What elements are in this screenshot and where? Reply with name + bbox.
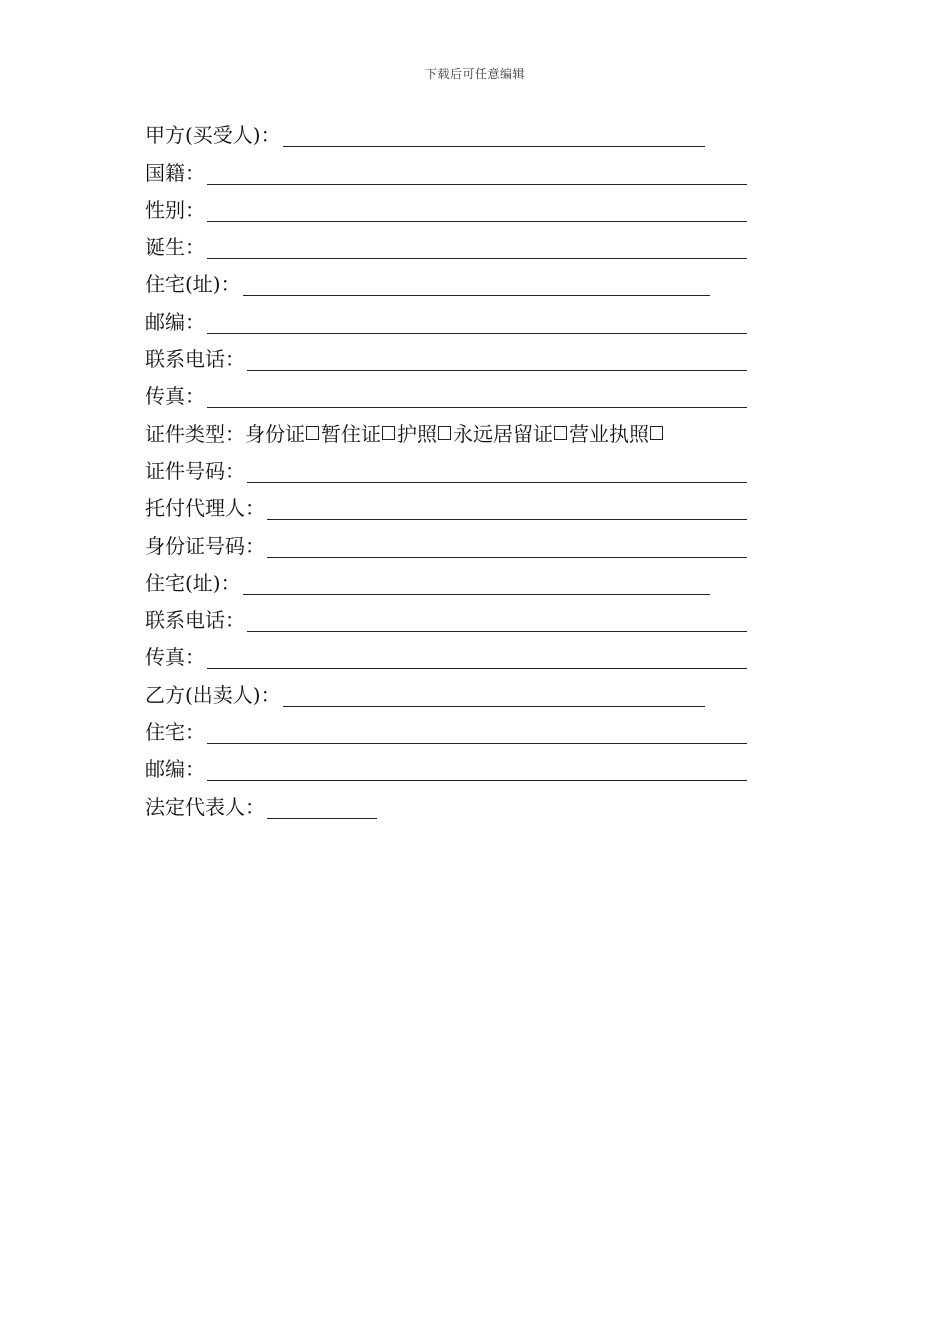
field-agent <box>145 489 747 526</box>
field-label: 传真： <box>145 645 205 670</box>
option-label: 暂住证 <box>321 421 381 446</box>
field-nationality <box>145 153 747 190</box>
field-agent-id <box>145 526 747 563</box>
fill-blank[interactable] <box>267 501 747 520</box>
fill-blank[interactable] <box>247 464 747 483</box>
field-label: 法定代表人： <box>145 794 265 819</box>
field-b-postcode <box>145 750 747 787</box>
field-label: 证件号码： <box>145 458 245 483</box>
field-label: 诞生： <box>145 235 205 260</box>
option-label: 身份证 <box>245 421 305 446</box>
fill-blank[interactable] <box>247 613 747 632</box>
fill-blank[interactable] <box>207 762 747 781</box>
field-party-a <box>145 116 747 153</box>
field-label: 邮编： <box>145 757 205 782</box>
fill-blank[interactable] <box>207 315 747 334</box>
field-phone <box>145 340 747 377</box>
field-fax <box>145 377 747 414</box>
field-agent-phone <box>145 601 747 638</box>
checkbox-icon[interactable] <box>554 426 567 440</box>
field-label: 联系电话： <box>145 347 245 372</box>
field-label: 邮编： <box>145 309 205 334</box>
field-label: 联系电话： <box>145 608 245 633</box>
field-label: 住宅(址)： <box>145 272 241 297</box>
field-agent-fax <box>145 638 747 675</box>
fill-blank[interactable] <box>267 539 747 558</box>
field-id-type <box>145 414 747 451</box>
field-label: 托付代理人： <box>145 496 265 521</box>
field-label: 传真： <box>145 384 205 409</box>
fill-blank[interactable] <box>267 800 377 819</box>
option-label: 营业执照 <box>569 421 649 446</box>
field-postcode <box>145 302 747 339</box>
fill-blank[interactable] <box>207 725 747 744</box>
field-birth <box>145 228 747 265</box>
field-id-number <box>145 452 747 489</box>
checkbox-icon[interactable] <box>306 426 319 440</box>
field-b-residence <box>145 713 747 750</box>
checkbox-icon[interactable] <box>438 426 451 440</box>
option-label: 永远居留证 <box>453 421 553 446</box>
contract-party-form <box>145 116 747 825</box>
id-type-options <box>245 422 665 446</box>
option-label: 护照 <box>397 421 437 446</box>
fill-blank[interactable] <box>243 277 710 296</box>
field-label: 证件类型： <box>145 421 245 446</box>
field-legal-rep <box>145 787 747 824</box>
field-label: 乙方(出卖人)： <box>145 682 281 707</box>
fill-blank[interactable] <box>207 203 747 222</box>
fill-blank[interactable] <box>283 128 705 147</box>
fill-blank[interactable] <box>283 688 705 707</box>
field-label: 甲方(买受人)： <box>145 123 281 148</box>
field-label: 性别： <box>145 197 205 222</box>
field-gender <box>145 191 747 228</box>
page-header: 下载后可任意编辑 <box>424 67 525 81</box>
field-label: 身份证号码： <box>145 533 265 558</box>
fill-blank[interactable] <box>207 389 747 408</box>
fill-blank[interactable] <box>243 576 710 595</box>
checkbox-icon[interactable] <box>382 426 395 440</box>
field-agent-residence <box>145 564 747 601</box>
field-label: 住宅(址)： <box>145 570 241 595</box>
fill-blank[interactable] <box>207 240 747 259</box>
fill-blank[interactable] <box>207 166 747 185</box>
field-label: 住宅： <box>145 720 205 745</box>
field-label: 国籍： <box>145 160 205 185</box>
field-party-b <box>145 675 747 712</box>
field-residence <box>145 265 747 302</box>
fill-blank[interactable] <box>247 352 747 371</box>
fill-blank[interactable] <box>207 650 747 669</box>
checkbox-icon[interactable] <box>650 426 663 440</box>
